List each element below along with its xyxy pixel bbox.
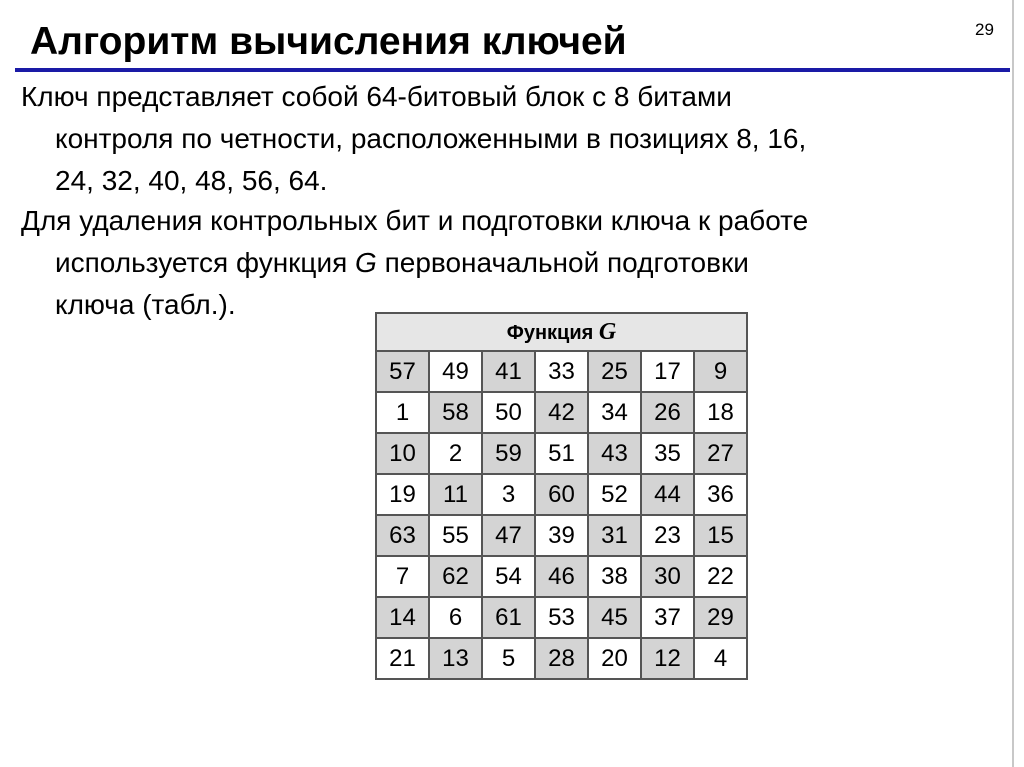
table-cell: 29 (694, 597, 747, 638)
table-cell: 37 (641, 597, 694, 638)
table-cell: 49 (429, 351, 482, 392)
table-row (376, 433, 747, 474)
table-cell: 59 (482, 433, 535, 474)
table-cell: 36 (694, 474, 747, 515)
table-cell: 22 (694, 556, 747, 597)
table-cell: 33 (535, 351, 588, 392)
text-segment: используется функция (55, 247, 356, 278)
table-cell: 51 (535, 433, 588, 474)
table-body (376, 351, 747, 679)
paragraph-line: Ключ представляет собой 64-битовый блок с 8 битами (21, 81, 732, 112)
table-cell: 4 (694, 638, 747, 679)
table-cell: 27 (694, 433, 747, 474)
table-row (376, 392, 747, 433)
table-cell: 55 (429, 515, 482, 556)
table-row (376, 351, 747, 392)
table-cell: 21 (376, 638, 429, 679)
table-cell: 47 (482, 515, 535, 556)
table-cell: 38 (588, 556, 641, 597)
text-segment: первоначальной подготовки (376, 247, 749, 278)
table-cell: 31 (588, 515, 641, 556)
table-cell: 52 (588, 474, 641, 515)
function-g-table (375, 312, 748, 680)
table-cell: 11 (429, 474, 482, 515)
table-cell: 18 (694, 392, 747, 433)
table-cell: 53 (535, 597, 588, 638)
table-cell: 10 (376, 433, 429, 474)
paragraph-function-description (21, 200, 1001, 326)
table-header-row (376, 313, 747, 351)
table-cell: 2 (429, 433, 482, 474)
table-cell: 26 (641, 392, 694, 433)
paragraph-line: 24, 32, 40, 48, 56, 64. (55, 165, 328, 196)
table-cell: 5 (482, 638, 535, 679)
slide-edge (1012, 0, 1014, 767)
table-cell: 50 (482, 392, 535, 433)
table-row (376, 597, 747, 638)
paragraph-line: контроля по четности, расположенными в позициях 8, 16, (55, 123, 807, 154)
page-number: 29 (975, 20, 994, 39)
table-header-text: Функция (506, 321, 599, 344)
table-cell: 9 (694, 351, 747, 392)
table-cell: 12 (641, 638, 694, 679)
table-cell: 39 (535, 515, 588, 556)
table-cell: 43 (588, 433, 641, 474)
table-cell: 15 (694, 515, 747, 556)
table-cell: 45 (588, 597, 641, 638)
table-cell: 57 (376, 351, 429, 392)
table-cell: 3 (482, 474, 535, 515)
table-header (376, 313, 747, 351)
table-cell: 23 (641, 515, 694, 556)
table-cell: 61 (482, 597, 535, 638)
table-cell: 54 (482, 556, 535, 597)
table-cell: 34 (588, 392, 641, 433)
table-cell: 17 (641, 351, 694, 392)
slide-title: Алгоритм вычисления ключей (30, 20, 627, 63)
table-cell: 13 (429, 638, 482, 679)
table-row (376, 515, 747, 556)
table-row (376, 474, 747, 515)
table-cell: 35 (641, 433, 694, 474)
table-cell: 44 (641, 474, 694, 515)
table-cell: 25 (588, 351, 641, 392)
title-underline (15, 68, 1010, 72)
table-cell: 62 (429, 556, 482, 597)
table-cell: 58 (429, 392, 482, 433)
table-row (376, 556, 747, 597)
table-cell: 42 (535, 392, 588, 433)
table-cell: 30 (641, 556, 694, 597)
table-cell: 63 (376, 515, 429, 556)
table-cell: 19 (376, 474, 429, 515)
table-header-function-symbol: G (598, 318, 617, 345)
table-cell: 1 (376, 392, 429, 433)
table-cell: 6 (429, 597, 482, 638)
paragraph-key-description (21, 76, 1001, 202)
table-cell: 28 (535, 638, 588, 679)
table-cell: 14 (376, 597, 429, 638)
function-symbol: G (355, 247, 377, 278)
table-cell: 60 (535, 474, 588, 515)
table-row (376, 638, 747, 679)
table-cell: 41 (482, 351, 535, 392)
table-cell: 46 (535, 556, 588, 597)
paragraph-line: Для удаления контрольных бит и подготовки ключа к работе (21, 205, 809, 236)
table-cell: 7 (376, 556, 429, 597)
paragraph-line (21, 242, 1001, 284)
table-cell: 20 (588, 638, 641, 679)
paragraph-line: ключа (табл.). (55, 289, 236, 320)
